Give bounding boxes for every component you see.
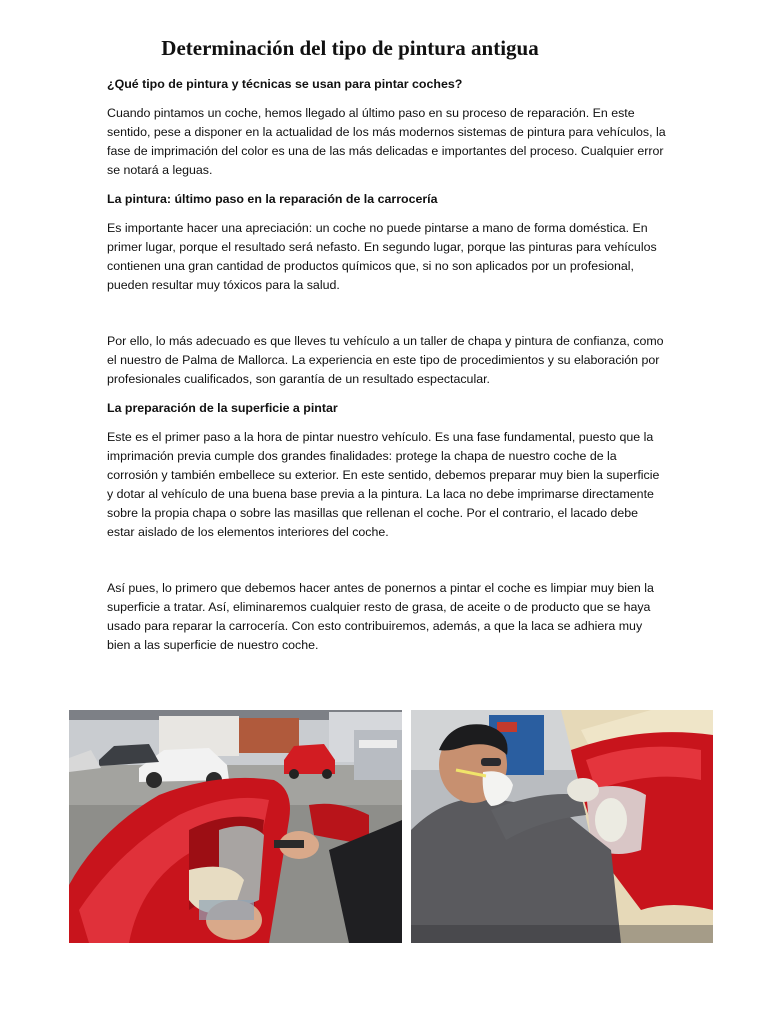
paragraph: Cuando pintamos un coche, hemos llegado al último paso en su proceso de reparación. En este sentido, pese a disponer en la actualidad de los más modernos sistemas de pintura para vehículos, la fase de imprimación del color es una de las más delicadas e importantes del proceso. Cualquier error se notará a leguas. (107, 106, 666, 177)
workshop-photo-left (69, 710, 402, 943)
paragraph: Este es el primer paso a la hora de pintar nuestro vehículo. Es una fase fundamental, puesto que la imprimación previa cumple dos grandes finalidades: protege la chapa de nuestro coche de la corrosión y también embellece su exterior. En este sentido, debemos preparar muy bien la superficie y dotar al vehículo de una buena base previa a la pintura. La laca no debe imprimarse directamente sobre la propia chapa o sobre las masillas que rellenan el coche. Por el contrario, el lacado debe estar aislado de los elementos interiores del coche. (107, 430, 660, 539)
paragraph: Así pues, lo primero que debemos hacer antes de ponernos a pintar el coche es limpiar muy bien la superficie a tratar. Así, eliminaremos cualquier resto de grasa, de aceite o de producto que se haya usado para reparar la carrocería. Con esto contribuiremos, además, a que la laca se adhiera muy bien a las superficie de nuestro coche. (107, 581, 654, 652)
section-heading: La preparación de la superficie a pintar (107, 401, 338, 415)
section-heading: ¿Qué tipo de pintura y técnicas se usan para pintar coches? (107, 77, 463, 91)
mechanic-photo-illustration (411, 710, 713, 943)
section-heading: La pintura: último paso en la reparación de la carrocería (107, 192, 438, 206)
paragraph: Es importante hacer una apreciación: un coche no puede pintarse a mano de forma doméstica. En primer lugar, porque el resultado será nefasto. En segundo lugar, porque las pinturas para vehículos contienen una gran cantidad de productos químicos que, si no son aplicados por un profesional, pueden resultar muy tóxicos para la salud. (107, 221, 657, 292)
paragraph: Por ello, lo más adecuado es que lleves tu vehículo a un taller de chapa y pintura de confianza, como el nuestro de Palma de Mallorca. La experiencia en este tipo de procedimientos y su elaboración por profesionales cualificados, son garantía de un resultado espectacular. (107, 334, 664, 386)
document-title: Determinación del tipo de pintura antigua (161, 36, 539, 60)
workshop-photo-illustration (69, 710, 402, 943)
document-body (107, 75, 667, 665)
mechanic-photo-right (411, 710, 713, 943)
